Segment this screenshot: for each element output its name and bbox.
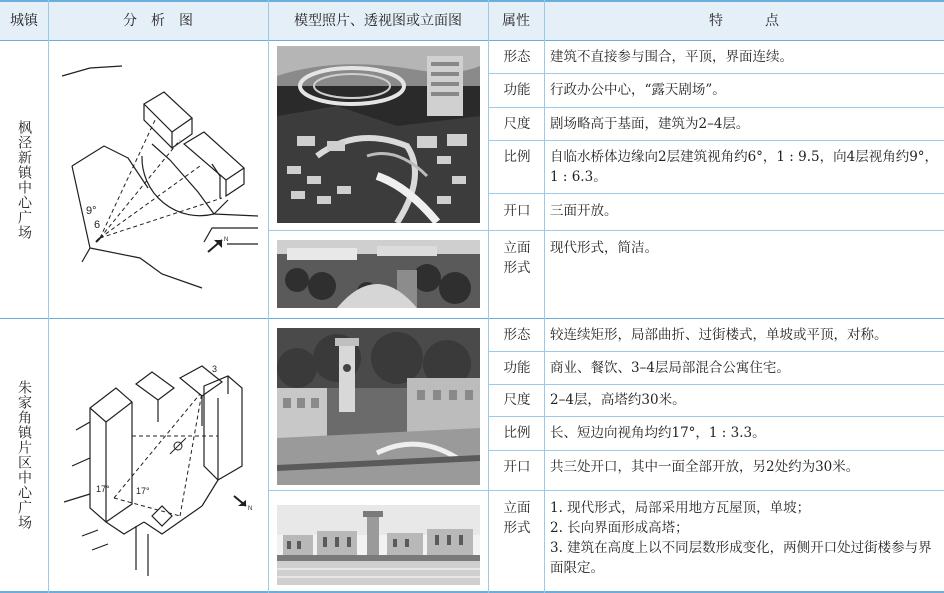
feature-text: 较连续矩形，局部曲折、过街楼式，单坡或平顶，对称。 [550, 327, 888, 343]
row-divider [488, 73, 944, 74]
town-name-fengjing: 枫泾新镇中心广场 [16, 119, 32, 240]
attr-label: 形态 [503, 49, 531, 65]
attr-label: 开口 [503, 203, 531, 219]
row-divider [268, 230, 944, 231]
north-arrow-icon [208, 237, 228, 252]
feature-text: 现代形式，简洁。 [550, 240, 658, 256]
angle-label: 6 [94, 219, 101, 231]
feature-text: 自临水桥体边缘向2层建筑视角约6°，1 : 9.5，向4层视角约9°，1 : 6.3。 [550, 149, 939, 185]
row-divider [488, 351, 944, 352]
attr-label: 功能 [503, 360, 531, 376]
feature-text: 商业、餐饮、3–4层局部混合公寓住宅。 [550, 360, 790, 376]
angle-label: 9° [86, 205, 97, 217]
elevation-photo-fengjing [277, 240, 480, 308]
attr-label: 立面形式 [503, 240, 531, 276]
town-name-zhujiajiao: 朱家角镇片区中心广场 [16, 380, 32, 530]
svg-text:N: N [224, 237, 229, 243]
row-divider [488, 450, 944, 451]
model-photo-fengjing [277, 46, 480, 223]
col-divider [544, 0, 545, 593]
rule-section [0, 318, 944, 319]
feature-text: 共三处开口，其中一面全部开放，另2处约为30米。 [550, 459, 860, 475]
elevation-photo-zhujiajiao [277, 505, 480, 585]
row-divider [488, 384, 944, 385]
svg-text:N: N [248, 506, 253, 512]
attr-label: 比例 [503, 149, 531, 165]
rule-top [0, 0, 944, 2]
analysis-sketch-fengjing [52, 48, 264, 314]
row-divider [268, 490, 944, 491]
feature-text: 剧场略高于基面，建筑为2–4层。 [550, 116, 750, 132]
row-divider [488, 193, 944, 194]
feature-text: 2–4层，高塔约30米。 [550, 392, 686, 408]
angle-label: 17° [96, 484, 110, 494]
attr-label: 尺度 [503, 392, 531, 408]
header-features: 特 点 [544, 0, 944, 40]
angle-label: 17° [136, 486, 150, 496]
header-attribute: 属性 [488, 0, 544, 40]
feature-text: 行政办公中心，“露天剧场”。 [550, 82, 726, 98]
attr-label: 比例 [503, 425, 531, 441]
row-divider [488, 416, 944, 417]
feature-text: 长、短边向视角均约17°，1 : 3.3。 [550, 425, 766, 441]
header-town: 城镇 [0, 0, 48, 40]
attr-label: 形态 [503, 327, 531, 343]
row-divider [488, 140, 944, 141]
col-divider [48, 0, 49, 593]
north-arrow-icon [234, 496, 252, 512]
analysis-sketch-zhujiajiao [52, 326, 264, 588]
floor-label: 3 [212, 364, 218, 374]
row-divider [488, 107, 944, 108]
rule-header [0, 40, 944, 41]
col-divider [268, 0, 269, 593]
col-divider [488, 0, 489, 593]
attr-label: 开口 [503, 459, 531, 475]
header-analysis: 分 析 图 [48, 0, 268, 40]
perspective-photo-zhujiajiao [277, 328, 480, 485]
header-images: 模型照片、透视图或立面图 [268, 0, 488, 40]
attr-label: 功能 [503, 82, 531, 98]
attr-label: 尺度 [503, 116, 531, 132]
attr-label: 立面形式 [503, 500, 531, 536]
feature-text: 三面开放。 [550, 203, 618, 219]
feature-text: 1. 现代形式，局部采用地方瓦屋顶，单坡； 2. 长向界面形成高塔； 3. 建筑在高度上以不同层数形成变化，两侧开口处过街楼参与界面限定。 [550, 500, 932, 576]
feature-text: 建筑不直接参与围合，平顶，界面连续。 [550, 49, 793, 65]
